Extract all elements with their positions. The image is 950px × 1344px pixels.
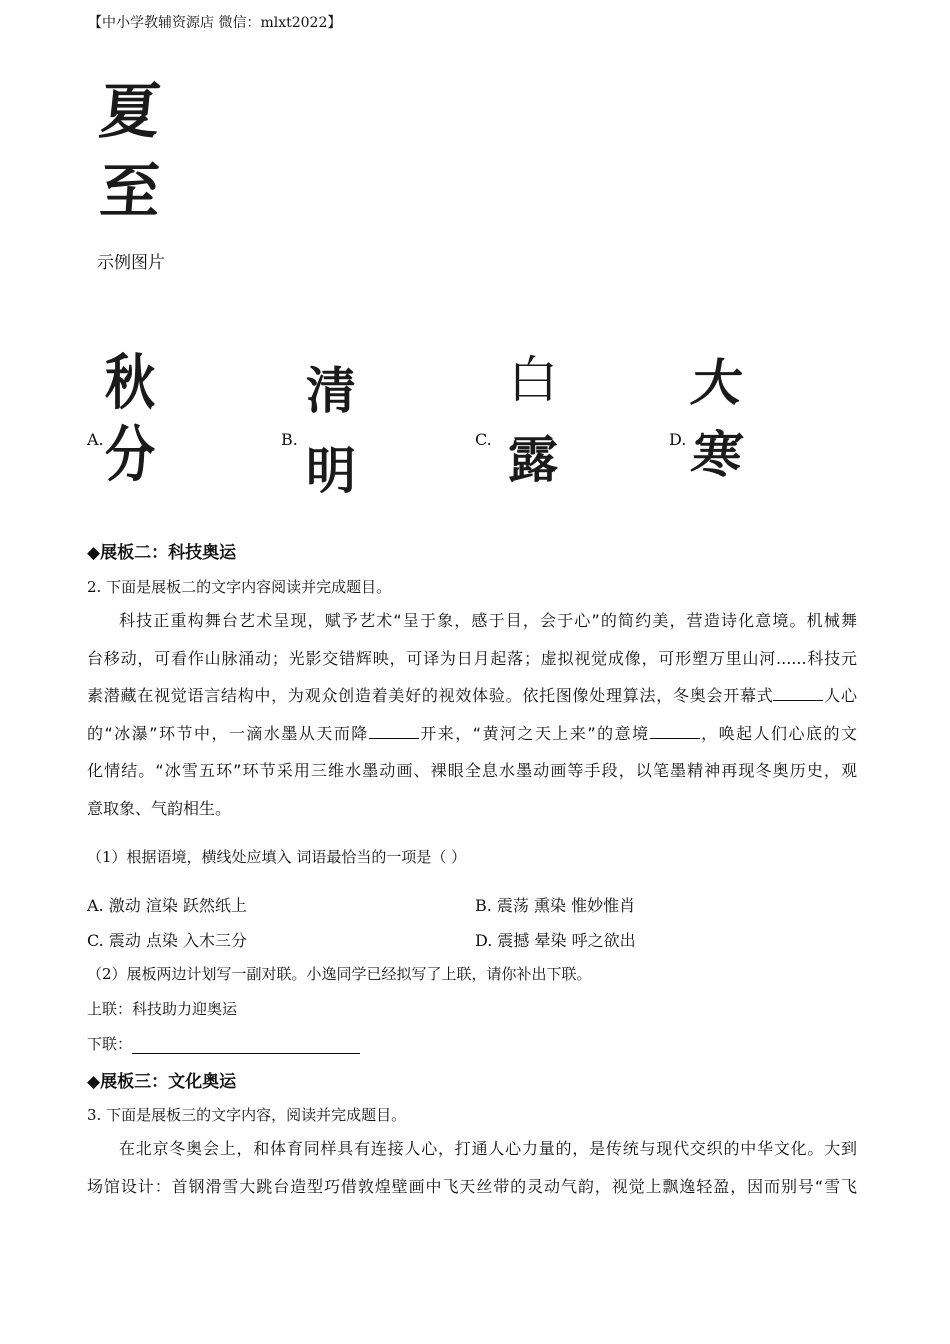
question-3: 3. 下面是展板三的文字内容，阅读并完成题目。 bbox=[87, 1106, 407, 1124]
para-line-4c: ，唤起人们心底的文 bbox=[699, 723, 857, 743]
option-a-calligraphy-image bbox=[105, 347, 155, 490]
upper-couplet: 上联：科技助力迎奥运 bbox=[87, 1000, 238, 1018]
para-line-1 bbox=[87, 602, 857, 640]
example-calligraphy-image bbox=[96, 77, 175, 227]
blank-2[interactable] bbox=[369, 738, 419, 739]
option-b-char-2: 明 bbox=[306, 442, 356, 500]
option-d-label: D. bbox=[669, 430, 687, 449]
blank-3[interactable] bbox=[650, 738, 700, 739]
para-line-5: 化情结。“冰雪五环”环节采用三维水墨动画、裸眼全息水墨动画等手段，以笔墨精神再现冬奥历史，观 bbox=[87, 761, 857, 780]
s3-line-2: 场馆设计：首钢滑雪大跳台造型巧借敦煌壁画中飞天丝带的灵动气韵，视觉上飘逸轻盈，因而别号“雪飞 bbox=[87, 1176, 857, 1196]
sub-question-2: （2）展板两边计划写一副对联。小逸同学已经拟写了上联，请你补出下联。 bbox=[87, 965, 592, 983]
choice-a[interactable]: A. 激动 渲染 跃然纸上 bbox=[87, 896, 247, 915]
option-a-char-1: 秋 bbox=[105, 347, 155, 418]
s3-line-1 bbox=[87, 1130, 857, 1168]
lower-couplet-label: 下联： bbox=[87, 1035, 133, 1053]
option-b-calligraphy-image bbox=[306, 362, 356, 500]
choice-b[interactable]: B. 震荡 熏染 惟妙惟肖 bbox=[475, 896, 636, 915]
question-2: 2. 下面是展板二的文字内容阅读并完成题目。 bbox=[87, 578, 392, 596]
para-line-3a: 素潜藏在视觉语言结构中，为观众创造着美好的视效体验。依托图像处理算法，冬奥会开幕式 bbox=[87, 686, 774, 705]
example-char-2: 至 bbox=[97, 157, 163, 227]
para-line-1-text: 科技正重构舞台艺术呈现，赋予艺术“呈于象，感于目，会于心”的简约美，营造诗化意境。机械舞 bbox=[119, 611, 857, 630]
para-line-2: 台移动，可看作山脉涌动；光影交错辉映，可译为日月起落；虚拟视觉成像，可形塑万里山河......科技元 bbox=[87, 648, 857, 668]
example-caption: 示例图片 bbox=[97, 253, 165, 273]
choice-c[interactable]: C. 震动 点染 入木三分 bbox=[87, 931, 248, 950]
option-c-calligraphy-image bbox=[508, 351, 558, 489]
page-header: 【中小学教辅资源店 微信：mlxt2022】 bbox=[88, 15, 342, 31]
option-b-label: B. bbox=[281, 430, 298, 449]
sub-question-1: （1）根据语境，横线处应填入 词语最恰当的一项是（ ） bbox=[87, 848, 467, 866]
para-line-3 bbox=[87, 677, 857, 715]
lower-couplet-answer-line[interactable] bbox=[132, 1036, 360, 1054]
option-c-char-1: 白 bbox=[508, 351, 558, 409]
para-line-6: 意取象、气韵相生。 bbox=[87, 798, 232, 818]
option-c-char-2: 露 bbox=[508, 430, 558, 489]
example-char-1: 夏 bbox=[96, 77, 164, 147]
option-a-label: A. bbox=[87, 430, 104, 449]
option-c-label: C. bbox=[475, 430, 492, 449]
section3-title: ◆展板三：文化奥运 bbox=[87, 1072, 237, 1092]
blank-1[interactable] bbox=[773, 700, 823, 701]
para-line-4b: 开来，“黄河之天上来”的意境 bbox=[418, 723, 650, 743]
s3-line-1-text: 在北京冬奥会上，和体育同样具有连接人心，打通人心力量的，是传统与现代交织的中华文化。大到 bbox=[119, 1139, 857, 1158]
option-d-calligraphy-image bbox=[687, 353, 747, 484]
lower-couplet bbox=[87, 1033, 360, 1054]
section2-title: ◆展板二：科技奥运 bbox=[87, 543, 237, 563]
option-a-char-2: 分 bbox=[105, 419, 155, 490]
para-line-4 bbox=[87, 715, 857, 753]
option-d-char-2: 寒 bbox=[687, 425, 747, 484]
para-line-3b: 人心 bbox=[823, 686, 857, 705]
option-d-char-1: 大 bbox=[687, 353, 747, 412]
section2-paragraph bbox=[87, 602, 857, 827]
section3-paragraph bbox=[87, 1130, 857, 1205]
option-b-char-1: 清 bbox=[306, 362, 356, 420]
choice-d[interactable]: D. 震撼 晕染 呼之欲出 bbox=[475, 931, 636, 950]
para-line-4a: 的“冰瀑”环节中，一滴水墨从天而降 bbox=[87, 723, 369, 743]
